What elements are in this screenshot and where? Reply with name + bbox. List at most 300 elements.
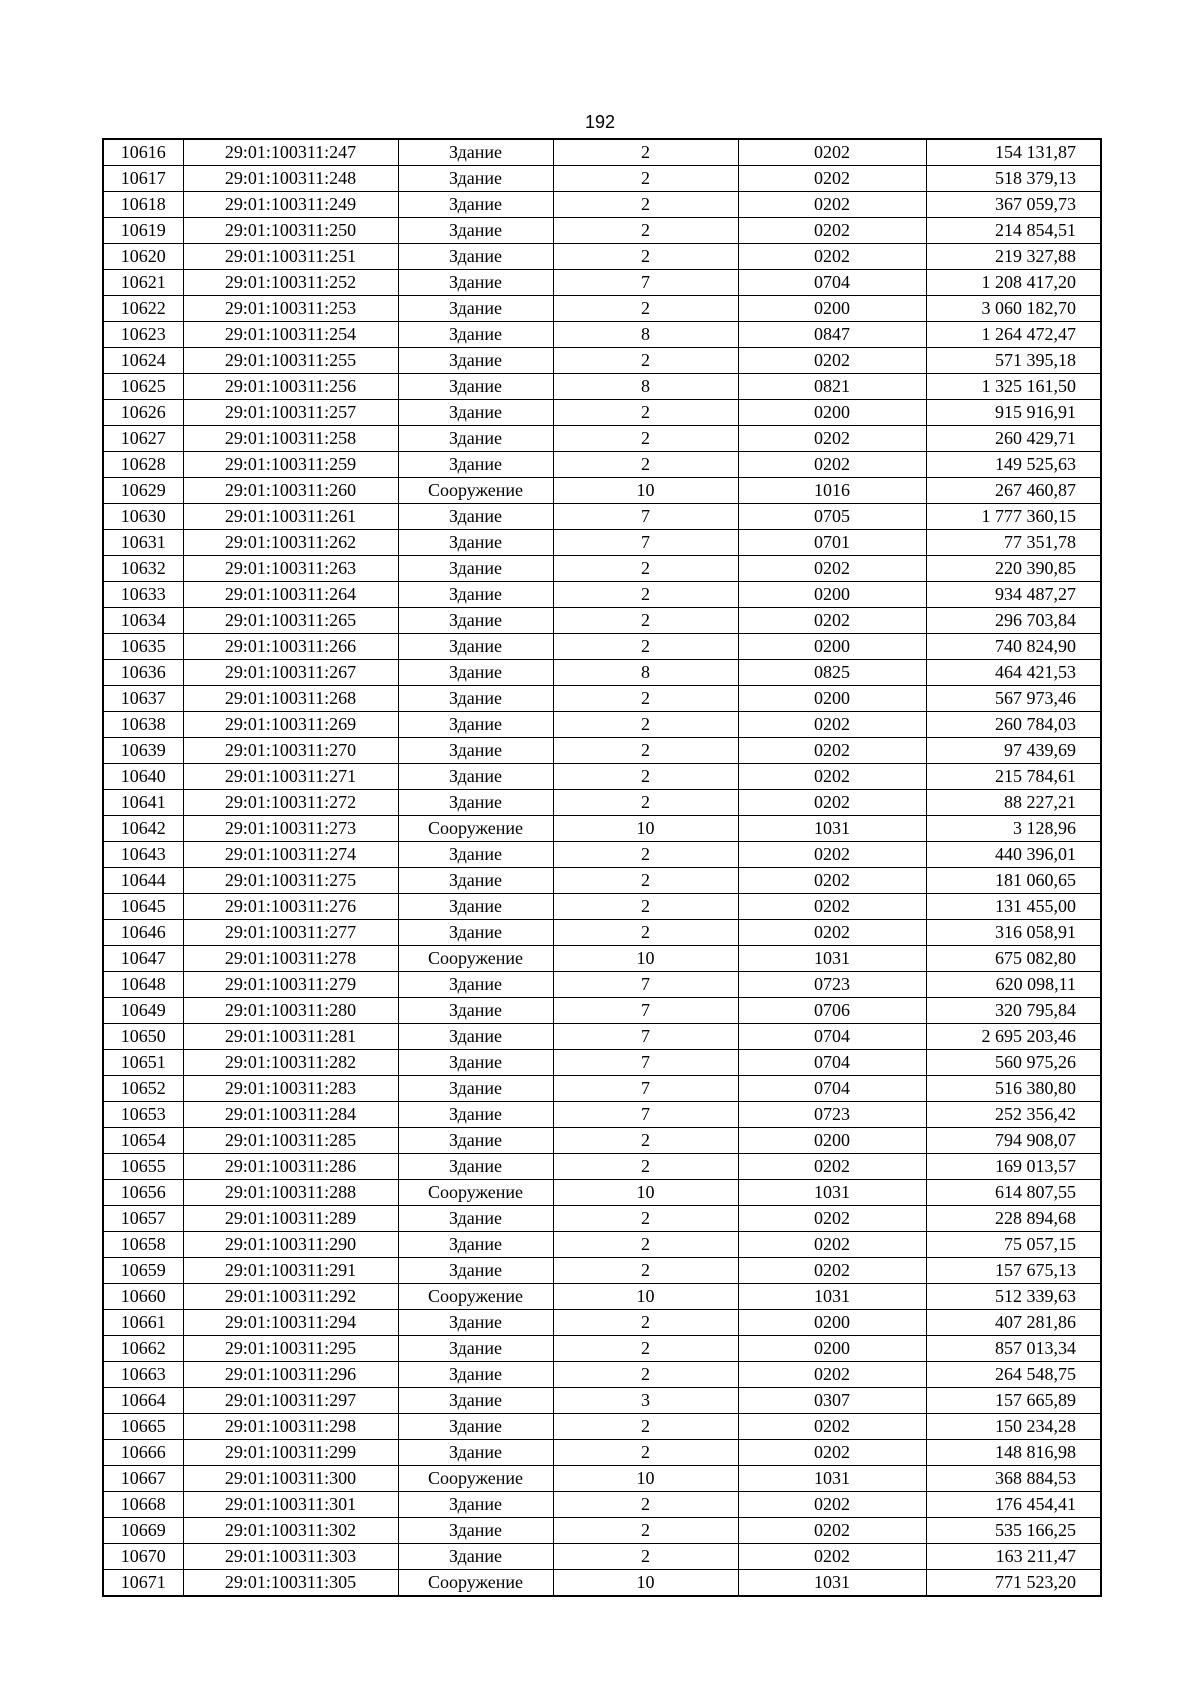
row-number-cell: 10632	[103, 556, 183, 582]
table-row	[103, 660, 1101, 686]
cadastral-value-cell: 535 166,25	[926, 1518, 1101, 1544]
table-row	[103, 1102, 1101, 1128]
subgroup-code-cell: 1016	[738, 478, 926, 504]
cadastral-value-cell: 75 057,15	[926, 1232, 1101, 1258]
row-number-cell: 10671	[103, 1570, 183, 1597]
subgroup-code-cell: 0202	[738, 1232, 926, 1258]
group-cell: 10	[553, 1466, 738, 1492]
group-cell: 7	[553, 1076, 738, 1102]
subgroup-code-cell: 0706	[738, 998, 926, 1024]
subgroup-code-cell: 0200	[738, 1310, 926, 1336]
row-number-cell: 10636	[103, 660, 183, 686]
object-type-cell: Здание	[398, 738, 553, 764]
group-cell: 2	[553, 139, 738, 166]
cadastral-value-cell: 260 429,71	[926, 426, 1101, 452]
object-type-cell: Здание	[398, 192, 553, 218]
table-row	[103, 816, 1101, 842]
group-cell: 8	[553, 660, 738, 686]
object-type-cell: Здание	[398, 660, 553, 686]
subgroup-code-cell: 0202	[738, 192, 926, 218]
cadastral-value-cell: 740 824,90	[926, 634, 1101, 660]
cadastral-number-cell: 29:01:100311:255	[183, 348, 398, 374]
object-type-cell: Здание	[398, 530, 553, 556]
group-cell: 10	[553, 946, 738, 972]
cadastral-value-cell: 264 548,75	[926, 1362, 1101, 1388]
table-row	[103, 1284, 1101, 1310]
object-type-cell: Здание	[398, 868, 553, 894]
group-cell: 2	[553, 1154, 738, 1180]
cadastral-number-cell: 29:01:100311:277	[183, 920, 398, 946]
table-row	[103, 374, 1101, 400]
row-number-cell: 10617	[103, 166, 183, 192]
object-type-cell: Здание	[398, 998, 553, 1024]
cadastral-value-cell: 771 523,20	[926, 1570, 1101, 1597]
table-row	[103, 270, 1101, 296]
subgroup-code-cell: 0200	[738, 1128, 926, 1154]
cadastral-value-cell: 464 421,53	[926, 660, 1101, 686]
group-cell: 7	[553, 1102, 738, 1128]
group-cell: 2	[553, 1232, 738, 1258]
row-number-cell: 10634	[103, 608, 183, 634]
table-row	[103, 712, 1101, 738]
group-cell: 2	[553, 244, 738, 270]
table-row	[103, 1076, 1101, 1102]
table-row	[103, 530, 1101, 556]
table-row	[103, 478, 1101, 504]
cadastral-value-cell: 518 379,13	[926, 166, 1101, 192]
group-cell: 7	[553, 972, 738, 998]
row-number-cell: 10616	[103, 139, 183, 166]
cadastral-number-cell: 29:01:100311:290	[183, 1232, 398, 1258]
table-row	[103, 894, 1101, 920]
object-type-cell: Сооружение	[398, 1466, 553, 1492]
table-row	[103, 972, 1101, 998]
subgroup-code-cell: 0202	[738, 1258, 926, 1284]
group-cell: 10	[553, 478, 738, 504]
group-cell: 10	[553, 816, 738, 842]
group-cell: 2	[553, 582, 738, 608]
object-type-cell: Здание	[398, 1206, 553, 1232]
subgroup-code-cell: 0200	[738, 582, 926, 608]
row-number-cell: 10645	[103, 894, 183, 920]
object-type-cell: Здание	[398, 1154, 553, 1180]
row-number-cell: 10631	[103, 530, 183, 556]
group-cell: 2	[553, 842, 738, 868]
object-type-cell: Здание	[398, 686, 553, 712]
group-cell: 2	[553, 1518, 738, 1544]
object-type-cell: Здание	[398, 452, 553, 478]
object-type-cell: Здание	[398, 894, 553, 920]
cadastral-value-cell: 154 131,87	[926, 139, 1101, 166]
subgroup-code-cell: 0202	[738, 556, 926, 582]
subgroup-code-cell: 0202	[738, 1206, 926, 1232]
subgroup-code-cell: 0202	[738, 608, 926, 634]
cadastral-value-cell: 220 390,85	[926, 556, 1101, 582]
table-row	[103, 842, 1101, 868]
table-row	[103, 738, 1101, 764]
table-row	[103, 322, 1101, 348]
subgroup-code-cell: 1031	[738, 1284, 926, 1310]
cadastral-number-cell: 29:01:100311:288	[183, 1180, 398, 1206]
cadastral-value-cell: 267 460,87	[926, 478, 1101, 504]
row-number-cell: 10669	[103, 1518, 183, 1544]
row-number-cell: 10653	[103, 1102, 183, 1128]
cadastral-value-cell: 150 234,28	[926, 1414, 1101, 1440]
cadastral-number-cell: 29:01:100311:280	[183, 998, 398, 1024]
row-number-cell: 10659	[103, 1258, 183, 1284]
cadastral-value-cell: 934 487,27	[926, 582, 1101, 608]
row-number-cell: 10665	[103, 1414, 183, 1440]
table-row	[103, 1206, 1101, 1232]
cadastral-value-cell: 368 884,53	[926, 1466, 1101, 1492]
cadastral-number-cell: 29:01:100311:278	[183, 946, 398, 972]
subgroup-code-cell: 0200	[738, 634, 926, 660]
row-number-cell: 10662	[103, 1336, 183, 1362]
group-cell: 2	[553, 1414, 738, 1440]
group-cell: 8	[553, 322, 738, 348]
row-number-cell: 10626	[103, 400, 183, 426]
cadastral-number-cell: 29:01:100311:268	[183, 686, 398, 712]
cadastral-value-cell: 148 816,98	[926, 1440, 1101, 1466]
group-cell: 2	[553, 192, 738, 218]
cadastral-number-cell: 29:01:100311:274	[183, 842, 398, 868]
subgroup-code-cell: 0723	[738, 1102, 926, 1128]
row-number-cell: 10635	[103, 634, 183, 660]
cadastral-value-cell: 157 665,89	[926, 1388, 1101, 1414]
object-type-cell: Здание	[398, 426, 553, 452]
table-row	[103, 556, 1101, 582]
cadastral-value-cell: 131 455,00	[926, 894, 1101, 920]
cadastral-value-cell: 181 060,65	[926, 868, 1101, 894]
cadastral-number-cell: 29:01:100311:298	[183, 1414, 398, 1440]
cadastral-value-cell: 560 975,26	[926, 1050, 1101, 1076]
subgroup-code-cell: 0701	[738, 530, 926, 556]
table-row	[103, 582, 1101, 608]
cadastral-number-cell: 29:01:100311:282	[183, 1050, 398, 1076]
subgroup-code-cell: 0202	[738, 1440, 926, 1466]
cadastral-value-cell: 2 695 203,46	[926, 1024, 1101, 1050]
row-number-cell: 10640	[103, 764, 183, 790]
row-number-cell: 10664	[103, 1388, 183, 1414]
row-number-cell: 10661	[103, 1310, 183, 1336]
row-number-cell: 10630	[103, 504, 183, 530]
group-cell: 2	[553, 1128, 738, 1154]
subgroup-code-cell: 1031	[738, 816, 926, 842]
table-row	[103, 1232, 1101, 1258]
group-cell: 10	[553, 1180, 738, 1206]
subgroup-code-cell: 0202	[738, 1154, 926, 1180]
cadastral-number-cell: 29:01:100311:256	[183, 374, 398, 400]
subgroup-code-cell: 0202	[738, 712, 926, 738]
subgroup-code-cell: 0202	[738, 1518, 926, 1544]
row-number-cell: 10643	[103, 842, 183, 868]
cadastral-value-cell: 1 777 360,15	[926, 504, 1101, 530]
cadastral-number-cell: 29:01:100311:250	[183, 218, 398, 244]
table-row	[103, 218, 1101, 244]
group-cell: 2	[553, 400, 738, 426]
row-number-cell: 10618	[103, 192, 183, 218]
group-cell: 2	[553, 426, 738, 452]
subgroup-code-cell: 0202	[738, 894, 926, 920]
cadastral-value-cell: 516 380,80	[926, 1076, 1101, 1102]
cadastral-number-cell: 29:01:100311:264	[183, 582, 398, 608]
cadastral-value-cell: 857 013,34	[926, 1336, 1101, 1362]
cadastral-number-cell: 29:01:100311:297	[183, 1388, 398, 1414]
table-row	[103, 686, 1101, 712]
group-cell: 2	[553, 166, 738, 192]
row-number-cell: 10670	[103, 1544, 183, 1570]
cadastral-value-cell: 794 908,07	[926, 1128, 1101, 1154]
row-number-cell: 10638	[103, 712, 183, 738]
cadastral-value-cell: 176 454,41	[926, 1492, 1101, 1518]
group-cell: 2	[553, 556, 738, 582]
cadastral-value-cell: 1 325 161,50	[926, 374, 1101, 400]
cadastral-value-cell: 157 675,13	[926, 1258, 1101, 1284]
table-row	[103, 1492, 1101, 1518]
row-number-cell: 10663	[103, 1362, 183, 1388]
cadastral-number-cell: 29:01:100311:276	[183, 894, 398, 920]
cadastral-number-cell: 29:01:100311:291	[183, 1258, 398, 1284]
cadastral-number-cell: 29:01:100311:305	[183, 1570, 398, 1597]
cadastral-value-cell: 296 703,84	[926, 608, 1101, 634]
row-number-cell: 10622	[103, 296, 183, 322]
group-cell: 10	[553, 1570, 738, 1597]
cadastral-number-cell: 29:01:100311:270	[183, 738, 398, 764]
object-type-cell: Здание	[398, 504, 553, 530]
object-type-cell: Здание	[398, 790, 553, 816]
cadastral-value-cell: 1 264 472,47	[926, 322, 1101, 348]
subgroup-code-cell: 0202	[738, 1414, 926, 1440]
cadastral-number-cell: 29:01:100311:259	[183, 452, 398, 478]
group-cell: 2	[553, 348, 738, 374]
cadastral-number-cell: 29:01:100311:252	[183, 270, 398, 296]
object-type-cell: Здание	[398, 1518, 553, 1544]
subgroup-code-cell: 1031	[738, 946, 926, 972]
subgroup-code-cell: 0200	[738, 296, 926, 322]
cadastral-number-cell: 29:01:100311:289	[183, 1206, 398, 1232]
group-cell: 2	[553, 1544, 738, 1570]
table-row	[103, 139, 1101, 166]
object-type-cell: Здание	[398, 374, 553, 400]
cadastral-value-cell: 407 281,86	[926, 1310, 1101, 1336]
object-type-cell: Здание	[398, 634, 553, 660]
cadastral-number-cell: 29:01:100311:267	[183, 660, 398, 686]
row-number-cell: 10658	[103, 1232, 183, 1258]
cadastral-value-cell: 512 339,63	[926, 1284, 1101, 1310]
subgroup-code-cell: 0202	[738, 244, 926, 270]
cadastral-number-cell: 29:01:100311:271	[183, 764, 398, 790]
row-number-cell: 10656	[103, 1180, 183, 1206]
cadastral-value-cell: 214 854,51	[926, 218, 1101, 244]
subgroup-code-cell: 0202	[738, 920, 926, 946]
group-cell: 2	[553, 1206, 738, 1232]
row-number-cell: 10629	[103, 478, 183, 504]
cadastral-number-cell: 29:01:100311:253	[183, 296, 398, 322]
object-type-cell: Здание	[398, 348, 553, 374]
registry-table	[102, 138, 1102, 1597]
object-type-cell: Сооружение	[398, 1180, 553, 1206]
cadastral-value-cell: 614 807,55	[926, 1180, 1101, 1206]
subgroup-code-cell: 0202	[738, 1544, 926, 1570]
cadastral-number-cell: 29:01:100311:301	[183, 1492, 398, 1518]
object-type-cell: Здание	[398, 1336, 553, 1362]
row-number-cell: 10625	[103, 374, 183, 400]
group-cell: 2	[553, 1258, 738, 1284]
cadastral-number-cell: 29:01:100311:254	[183, 322, 398, 348]
subgroup-code-cell: 0202	[738, 348, 926, 374]
object-type-cell: Здание	[398, 972, 553, 998]
row-number-cell: 10633	[103, 582, 183, 608]
cadastral-value-cell: 440 396,01	[926, 842, 1101, 868]
table-row	[103, 166, 1101, 192]
row-number-cell: 10621	[103, 270, 183, 296]
group-cell: 3	[553, 1388, 738, 1414]
cadastral-value-cell: 1 208 417,20	[926, 270, 1101, 296]
table-row	[103, 1362, 1101, 1388]
cadastral-value-cell: 163 211,47	[926, 1544, 1101, 1570]
row-number-cell: 10644	[103, 868, 183, 894]
row-number-cell: 10667	[103, 1466, 183, 1492]
row-number-cell: 10623	[103, 322, 183, 348]
object-type-cell: Здание	[398, 608, 553, 634]
row-number-cell: 10647	[103, 946, 183, 972]
object-type-cell: Здание	[398, 920, 553, 946]
object-type-cell: Здание	[398, 842, 553, 868]
cadastral-value-cell: 367 059,73	[926, 192, 1101, 218]
table-row	[103, 192, 1101, 218]
cadastral-number-cell: 29:01:100311:284	[183, 1102, 398, 1128]
table-row	[103, 1336, 1101, 1362]
object-type-cell: Сооружение	[398, 816, 553, 842]
row-number-cell: 10668	[103, 1492, 183, 1518]
object-type-cell: Здание	[398, 1440, 553, 1466]
subgroup-code-cell: 0202	[738, 139, 926, 166]
object-type-cell: Здание	[398, 322, 553, 348]
row-number-cell: 10646	[103, 920, 183, 946]
group-cell: 2	[553, 686, 738, 712]
object-type-cell: Здание	[398, 296, 553, 322]
object-type-cell: Здание	[398, 556, 553, 582]
cadastral-value-cell: 3 060 182,70	[926, 296, 1101, 322]
group-cell: 7	[553, 1024, 738, 1050]
cadastral-value-cell: 316 058,91	[926, 920, 1101, 946]
row-number-cell: 10627	[103, 426, 183, 452]
object-type-cell: Здание	[398, 218, 553, 244]
subgroup-code-cell: 0705	[738, 504, 926, 530]
cadastral-value-cell: 915 916,91	[926, 400, 1101, 426]
row-number-cell: 10650	[103, 1024, 183, 1050]
cadastral-number-cell: 29:01:100311:296	[183, 1362, 398, 1388]
object-type-cell: Здание	[398, 270, 553, 296]
object-type-cell: Здание	[398, 1024, 553, 1050]
cadastral-number-cell: 29:01:100311:269	[183, 712, 398, 738]
cadastral-number-cell: 29:01:100311:281	[183, 1024, 398, 1050]
table-row	[103, 1466, 1101, 1492]
cadastral-number-cell: 29:01:100311:279	[183, 972, 398, 998]
table-row	[103, 790, 1101, 816]
table-row	[103, 1154, 1101, 1180]
cadastral-number-cell: 29:01:100311:257	[183, 400, 398, 426]
row-number-cell: 10620	[103, 244, 183, 270]
row-number-cell: 10639	[103, 738, 183, 764]
cadastral-number-cell: 29:01:100311:261	[183, 504, 398, 530]
cadastral-number-cell: 29:01:100311:263	[183, 556, 398, 582]
subgroup-code-cell: 0704	[738, 1024, 926, 1050]
table-row	[103, 998, 1101, 1024]
group-cell: 2	[553, 634, 738, 660]
cadastral-number-cell: 29:01:100311:275	[183, 868, 398, 894]
subgroup-code-cell: 0825	[738, 660, 926, 686]
subgroup-code-cell: 0704	[738, 270, 926, 296]
object-type-cell: Здание	[398, 244, 553, 270]
cadastral-number-cell: 29:01:100311:294	[183, 1310, 398, 1336]
table-row	[103, 764, 1101, 790]
cadastral-number-cell: 29:01:100311:295	[183, 1336, 398, 1362]
cadastral-number-cell: 29:01:100311:292	[183, 1284, 398, 1310]
cadastral-value-cell: 97 439,69	[926, 738, 1101, 764]
row-number-cell: 10660	[103, 1284, 183, 1310]
group-cell: 2	[553, 1362, 738, 1388]
table-row	[103, 1024, 1101, 1050]
cadastral-value-cell: 215 784,61	[926, 764, 1101, 790]
group-cell: 2	[553, 608, 738, 634]
group-cell: 8	[553, 374, 738, 400]
subgroup-code-cell: 0202	[738, 842, 926, 868]
cadastral-number-cell: 29:01:100311:272	[183, 790, 398, 816]
row-number-cell: 10651	[103, 1050, 183, 1076]
object-type-cell: Здание	[398, 1362, 553, 1388]
table-row	[103, 634, 1101, 660]
subgroup-code-cell: 0200	[738, 686, 926, 712]
table-row	[103, 868, 1101, 894]
group-cell: 2	[553, 1310, 738, 1336]
row-number-cell: 10666	[103, 1440, 183, 1466]
subgroup-code-cell: 1031	[738, 1180, 926, 1206]
subgroup-code-cell: 0723	[738, 972, 926, 998]
table-row	[103, 348, 1101, 374]
subgroup-code-cell: 0821	[738, 374, 926, 400]
subgroup-code-cell: 0307	[738, 1388, 926, 1414]
cadastral-number-cell: 29:01:100311:262	[183, 530, 398, 556]
row-number-cell: 10652	[103, 1076, 183, 1102]
row-number-cell: 10637	[103, 686, 183, 712]
table-row	[103, 452, 1101, 478]
row-number-cell: 10642	[103, 816, 183, 842]
row-number-cell: 10624	[103, 348, 183, 374]
object-type-cell: Здание	[398, 1102, 553, 1128]
row-number-cell: 10641	[103, 790, 183, 816]
group-cell: 2	[553, 738, 738, 764]
object-type-cell: Здание	[398, 1388, 553, 1414]
row-number-cell: 10628	[103, 452, 183, 478]
cadastral-number-cell: 29:01:100311:302	[183, 1518, 398, 1544]
cadastral-number-cell: 29:01:100311:303	[183, 1544, 398, 1570]
object-type-cell: Здание	[398, 1544, 553, 1570]
cadastral-value-cell: 219 327,88	[926, 244, 1101, 270]
group-cell: 2	[553, 868, 738, 894]
group-cell: 2	[553, 920, 738, 946]
object-type-cell: Здание	[398, 400, 553, 426]
subgroup-code-cell: 0847	[738, 322, 926, 348]
object-type-cell: Здание	[398, 1232, 553, 1258]
group-cell: 7	[553, 998, 738, 1024]
cadastral-number-cell: 29:01:100311:249	[183, 192, 398, 218]
cadastral-number-cell: 29:01:100311:286	[183, 1154, 398, 1180]
object-type-cell: Сооружение	[398, 1570, 553, 1597]
subgroup-code-cell: 0704	[738, 1050, 926, 1076]
subgroup-code-cell: 0202	[738, 452, 926, 478]
row-number-cell: 10657	[103, 1206, 183, 1232]
